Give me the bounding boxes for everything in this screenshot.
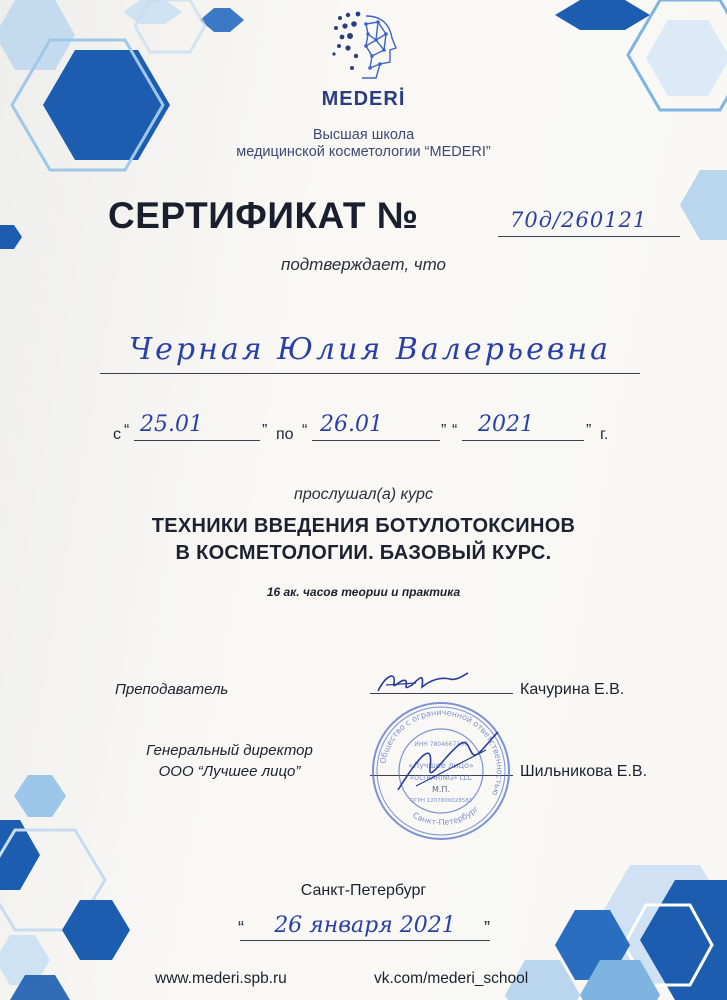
seal-center-line2: «ULTRARING» LLC — [409, 774, 473, 782]
seal-center-line1: «Лучшее лицо» — [408, 761, 474, 770]
school-name-line2: медицинской косметологии “MEDERI” — [236, 144, 491, 160]
director-role-line2: ООО “Лучшее лицо” — [158, 763, 301, 780]
issue-date-close-quote: ” — [484, 918, 490, 938]
issue-date: 26 января 2021 — [274, 913, 456, 938]
from-open-quote: “ — [124, 422, 130, 439]
school-name — [0, 127, 727, 161]
to-date-underline — [312, 440, 440, 441]
from-close-quote: ” — [262, 422, 268, 439]
teacher-signature-icon — [372, 665, 472, 699]
seal-city-text: Санкт-Петербург — [411, 804, 481, 828]
company-seal-icon — [368, 698, 514, 844]
year-value: 2021 — [478, 412, 534, 437]
from-label: с — [113, 426, 121, 443]
brand-name: MEDERİ — [321, 88, 406, 110]
year-close-quote: ” — [586, 422, 592, 439]
year-suffix: г. — [600, 426, 609, 443]
course-hours: 16 ак. часов теории и практика — [266, 585, 461, 599]
from-date-value: 25.01 — [140, 412, 203, 437]
director-role — [117, 740, 342, 782]
course-intro: прослушал(а) курс — [294, 486, 433, 503]
vk-link[interactable]: vk.com/mederi_school — [374, 970, 529, 987]
to-date-value: 26.01 — [320, 412, 383, 437]
mederi-logo-icon — [328, 10, 404, 84]
issue-date-open-quote: “ — [238, 918, 244, 938]
director-role-line1: Генеральный директор — [146, 742, 313, 759]
to-open-quote: “ — [302, 422, 308, 439]
director-name: Шильникова Е.В. — [520, 763, 648, 780]
certificate-title: СЕРТИФИКАТ № — [108, 195, 419, 236]
year-underline — [462, 440, 584, 441]
from-date-underline — [134, 440, 260, 441]
name-underline — [100, 373, 640, 374]
seal-ogrn: ОГРН 1207800028581 — [409, 798, 473, 804]
seal-ring-text: Общество с ограниченной ответственностью — [378, 707, 505, 797]
svg-text:Общество с ограниченной ответс — [378, 708, 504, 797]
to-close-quote: ” — [441, 422, 447, 439]
confirms-text: подтверждает, что — [280, 255, 447, 274]
course-title-line2: В КОСМЕТОЛОГИИ. БАЗОВЫЙ КУРС. — [175, 542, 552, 564]
recipient-name: Черная Юлия Валерьевна — [128, 332, 611, 367]
certificate-number: 70д/260121 — [510, 208, 648, 232]
teacher-role: Преподаватель — [115, 681, 229, 698]
seal-inn: ИНН 7804667107 — [414, 741, 468, 748]
teacher-name: Качурина Е.В. — [520, 681, 625, 698]
seal-mp: М.П. — [431, 785, 451, 794]
issue-date-underline — [240, 940, 490, 941]
course-title — [0, 513, 727, 567]
website-link[interactable]: www.mederi.spb.ru — [155, 970, 287, 987]
course-title-line1: ТЕХНИКИ ВВЕДЕНИЯ БОТУЛОТОКСИНОВ — [151, 515, 576, 537]
number-underline — [498, 236, 680, 237]
issue-city: Санкт-Петербург — [300, 882, 427, 899]
to-label: по — [276, 426, 294, 443]
school-name-line1: Высшая школа — [312, 127, 415, 143]
year-open-quote: “ — [452, 422, 458, 439]
